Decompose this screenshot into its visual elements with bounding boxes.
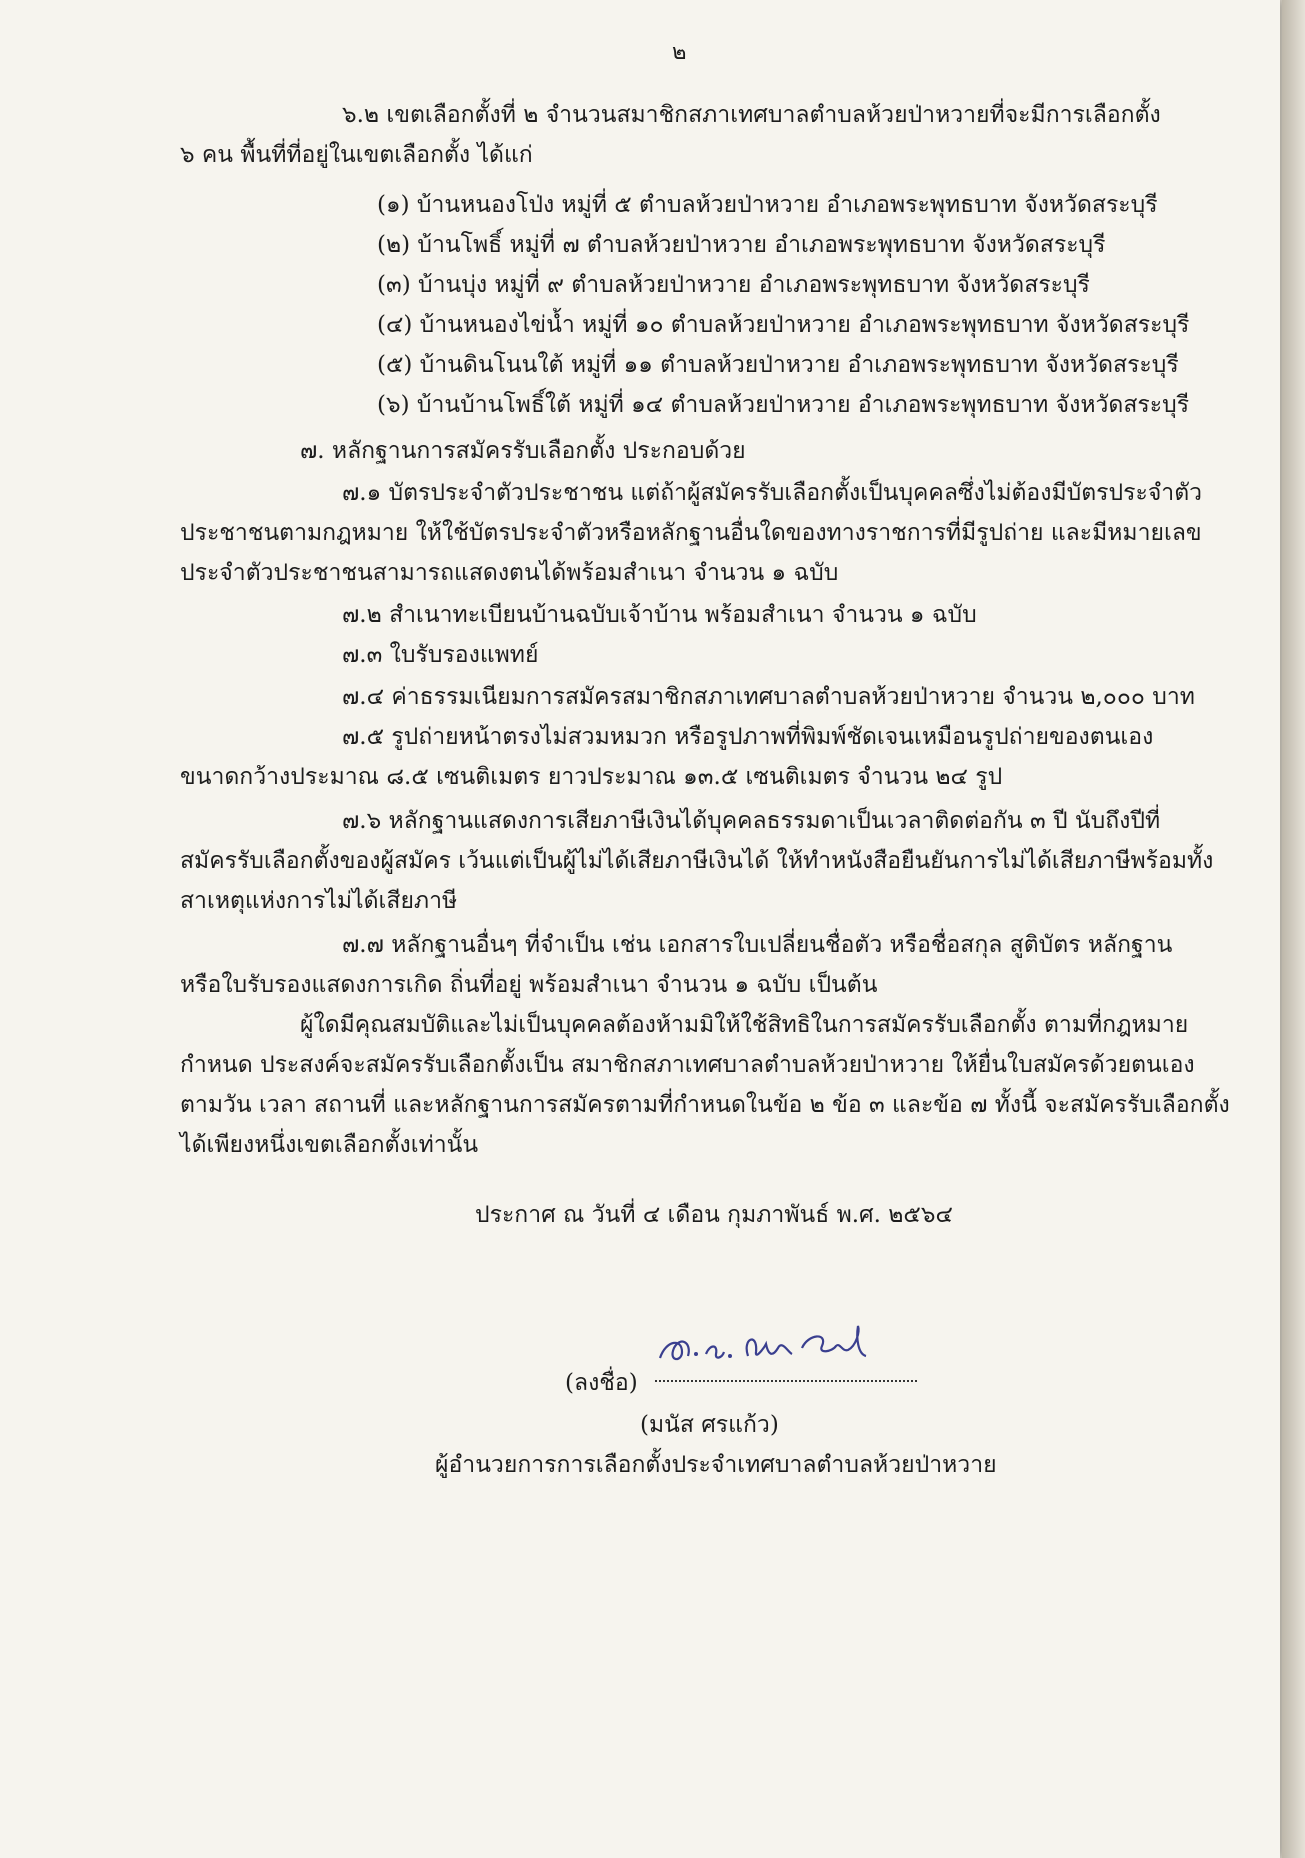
section-7-heading: ๗. หลักฐานการสมัครรับเลือกตั้ง ประกอบด้วย	[300, 438, 746, 464]
item-7-7-cont: หรือใบรับรองแสดงการเกิด ถิ่นที่อยู่ พร้อมสำเนา จำนวน ๑ ฉบับ เป็นต้น	[180, 972, 878, 998]
item-7-6-cont: สมัครรับเลือกตั้งของผู้สมัคร เว้นแต่เป็นผู้ไม่ได้เสียภาษีเงินได้ ให้ทำหนังสือยืนยันการไม่ได้เสียภาษีพร้อมทั้ง	[180, 848, 1214, 874]
closing-paragraph-cont: ได้เพียงหนึ่งเขตเลือกตั้งเท่านั้น	[180, 1132, 479, 1158]
village-item: (๒) บ้านโพธิ์ หมู่ที่ ๗ ตำบลห้วยป่าหวาย อำเภอพระพุทธบาท จังหวัดสระบุรี	[377, 232, 1106, 258]
item-7-5: ๗.๕ รูปถ่ายหน้าตรงไม่สวมหมวก หรือรูปภาพที่พิมพ์ชัดเจนเหมือนรูปถ่ายของตนเอง	[342, 724, 1154, 750]
closing-paragraph-cont: กำหนด ประสงค์จะสมัครรับเลือกตั้งเป็น สมาชิกสภาเทศบาลตำบลห้วยป่าหวาย ให้ยื่นใบสมัครด้วยตนเอง	[180, 1052, 1195, 1078]
village-item: (๓) บ้านบุ่ง หมู่ที่ ๙ ตำบลห้วยป่าหวาย อำเภอพระพุทธบาท จังหวัดสระบุรี	[377, 272, 1090, 298]
section-6-2: ๖.๒ เขตเลือกตั้งที่ ๒ จำนวนสมาชิกสภาเทศบาลตำบลห้วยป่าหวายที่จะมีการเลือกตั้ง	[342, 102, 1161, 128]
item-7-1-cont: ประจำตัวประชาชนสามารถแสดงตนได้พร้อมสำเนา จำนวน ๑ ฉบับ	[180, 560, 839, 586]
signature-line	[655, 1380, 917, 1382]
item-7-1: ๗.๑ บัตรประจำตัวประชาชน แต่ถ้าผู้สมัครรับเลือกตั้งเป็นบุคคลซึ่งไม่ต้องมีบัตรประจำตัว	[342, 480, 1203, 506]
page-edge	[1282, 0, 1305, 1858]
closing-paragraph-cont: ตามวัน เวลา สถานที่ และหลักฐานการสมัครตามที่กำหนดในข้อ ๒ ข้อ ๓ และข้อ ๗ ทั้งนี้ จะสมัครรับเลือกตั้ง	[180, 1092, 1230, 1118]
item-7-6: ๗.๖ หลักฐานแสดงการเสียภาษีเงินได้บุคคลธรรมดาเป็นเวลาติดต่อกัน ๓ ปี นับถึงปีที่	[342, 808, 1161, 834]
item-7-7: ๗.๗ หลักฐานอื่นๆ ที่จำเป็น เช่น เอกสารใบเปลี่ยนชื่อตัว หรือชื่อสกุล สูติบัตร หลักฐาน	[342, 932, 1173, 958]
village-item: (๖) บ้านบ้านโพธิ์ใต้ หมู่ที่ ๑๔ ตำบลห้วยป่าหวาย อำเภอพระพุทธบาท จังหวัดสระบุรี	[377, 392, 1190, 418]
item-7-4: ๗.๔ ค่าธรรมเนียมการสมัครสมาชิกสภาเทศบาลตำบลห้วยป่าหวาย จำนวน ๒,๐๐๐ บาท	[342, 684, 1195, 710]
item-7-3: ๗.๓ ใบรับรองแพทย์	[342, 642, 539, 668]
item-7-6-cont: สาเหตุแห่งการไม่ได้เสียภาษี	[180, 888, 458, 914]
item-7-5-cont: ขนาดกว้างประมาณ ๘.๕ เซนติเมตร ยาวประมาณ ๑๓.๕ เซนติเมตร จำนวน ๒๔ รูป	[180, 764, 1003, 790]
village-item: (๔) บ้านหนองไข่น้ำ หมู่ที่ ๑๐ ตำบลห้วยป่าหวาย อำเภอพระพุทธบาท จังหวัดสระบุรี	[377, 312, 1190, 338]
item-7-1-cont: ประชาชนตามกฎหมาย ให้ใช้บัตรประจำตัวหรือหลักฐานอื่นใดของทางราชการที่มีรูปถ่าย และมีหมายเลข	[180, 520, 1202, 546]
section-6-2-cont: ๖ คน พื้นที่ที่อยู่ในเขตเลือกตั้ง ได้แก่	[180, 142, 533, 168]
announcement-date: ประกาศ ณ วันที่ ๔ เดือน กุมภาพันธ์ พ.ศ. ๒๕๖๔	[475, 1202, 953, 1228]
handwritten-signature	[652, 1318, 882, 1378]
closing-paragraph: ผู้ใดมีคุณสมบัติและไม่เป็นบุคคลต้องห้ามมิให้ใช้สิทธิในการสมัครรับเลือกตั้ง ตามที่กฎหมาย	[300, 1012, 1189, 1038]
village-item: (๑) บ้านหนองโป่ง หมู่ที่ ๕ ตำบลห้วยป่าหวาย อำเภอพระพุทธบาท จังหวัดสระบุรี	[377, 192, 1158, 218]
village-item: (๕) บ้านดินโนนใต้ หมู่ที่ ๑๑ ตำบลห้วยป่าหวาย อำเภอพระพุทธบาท จังหวัดสระบุรี	[377, 352, 1179, 378]
item-7-2: ๗.๒ สำเนาทะเบียนบ้านฉบับเจ้าบ้าน พร้อมสำเนา จำนวน ๑ ฉบับ	[342, 602, 977, 628]
page-number: ๒	[672, 40, 687, 65]
signatory-name: (มนัส ศรแก้ว)	[640, 1412, 779, 1438]
signatory-position: ผู้อำนวยการการเลือกตั้งประจำเทศบาลตำบลห้วยป่าหวาย	[435, 1452, 997, 1478]
signature-label: (ลงชื่อ)	[565, 1370, 638, 1396]
